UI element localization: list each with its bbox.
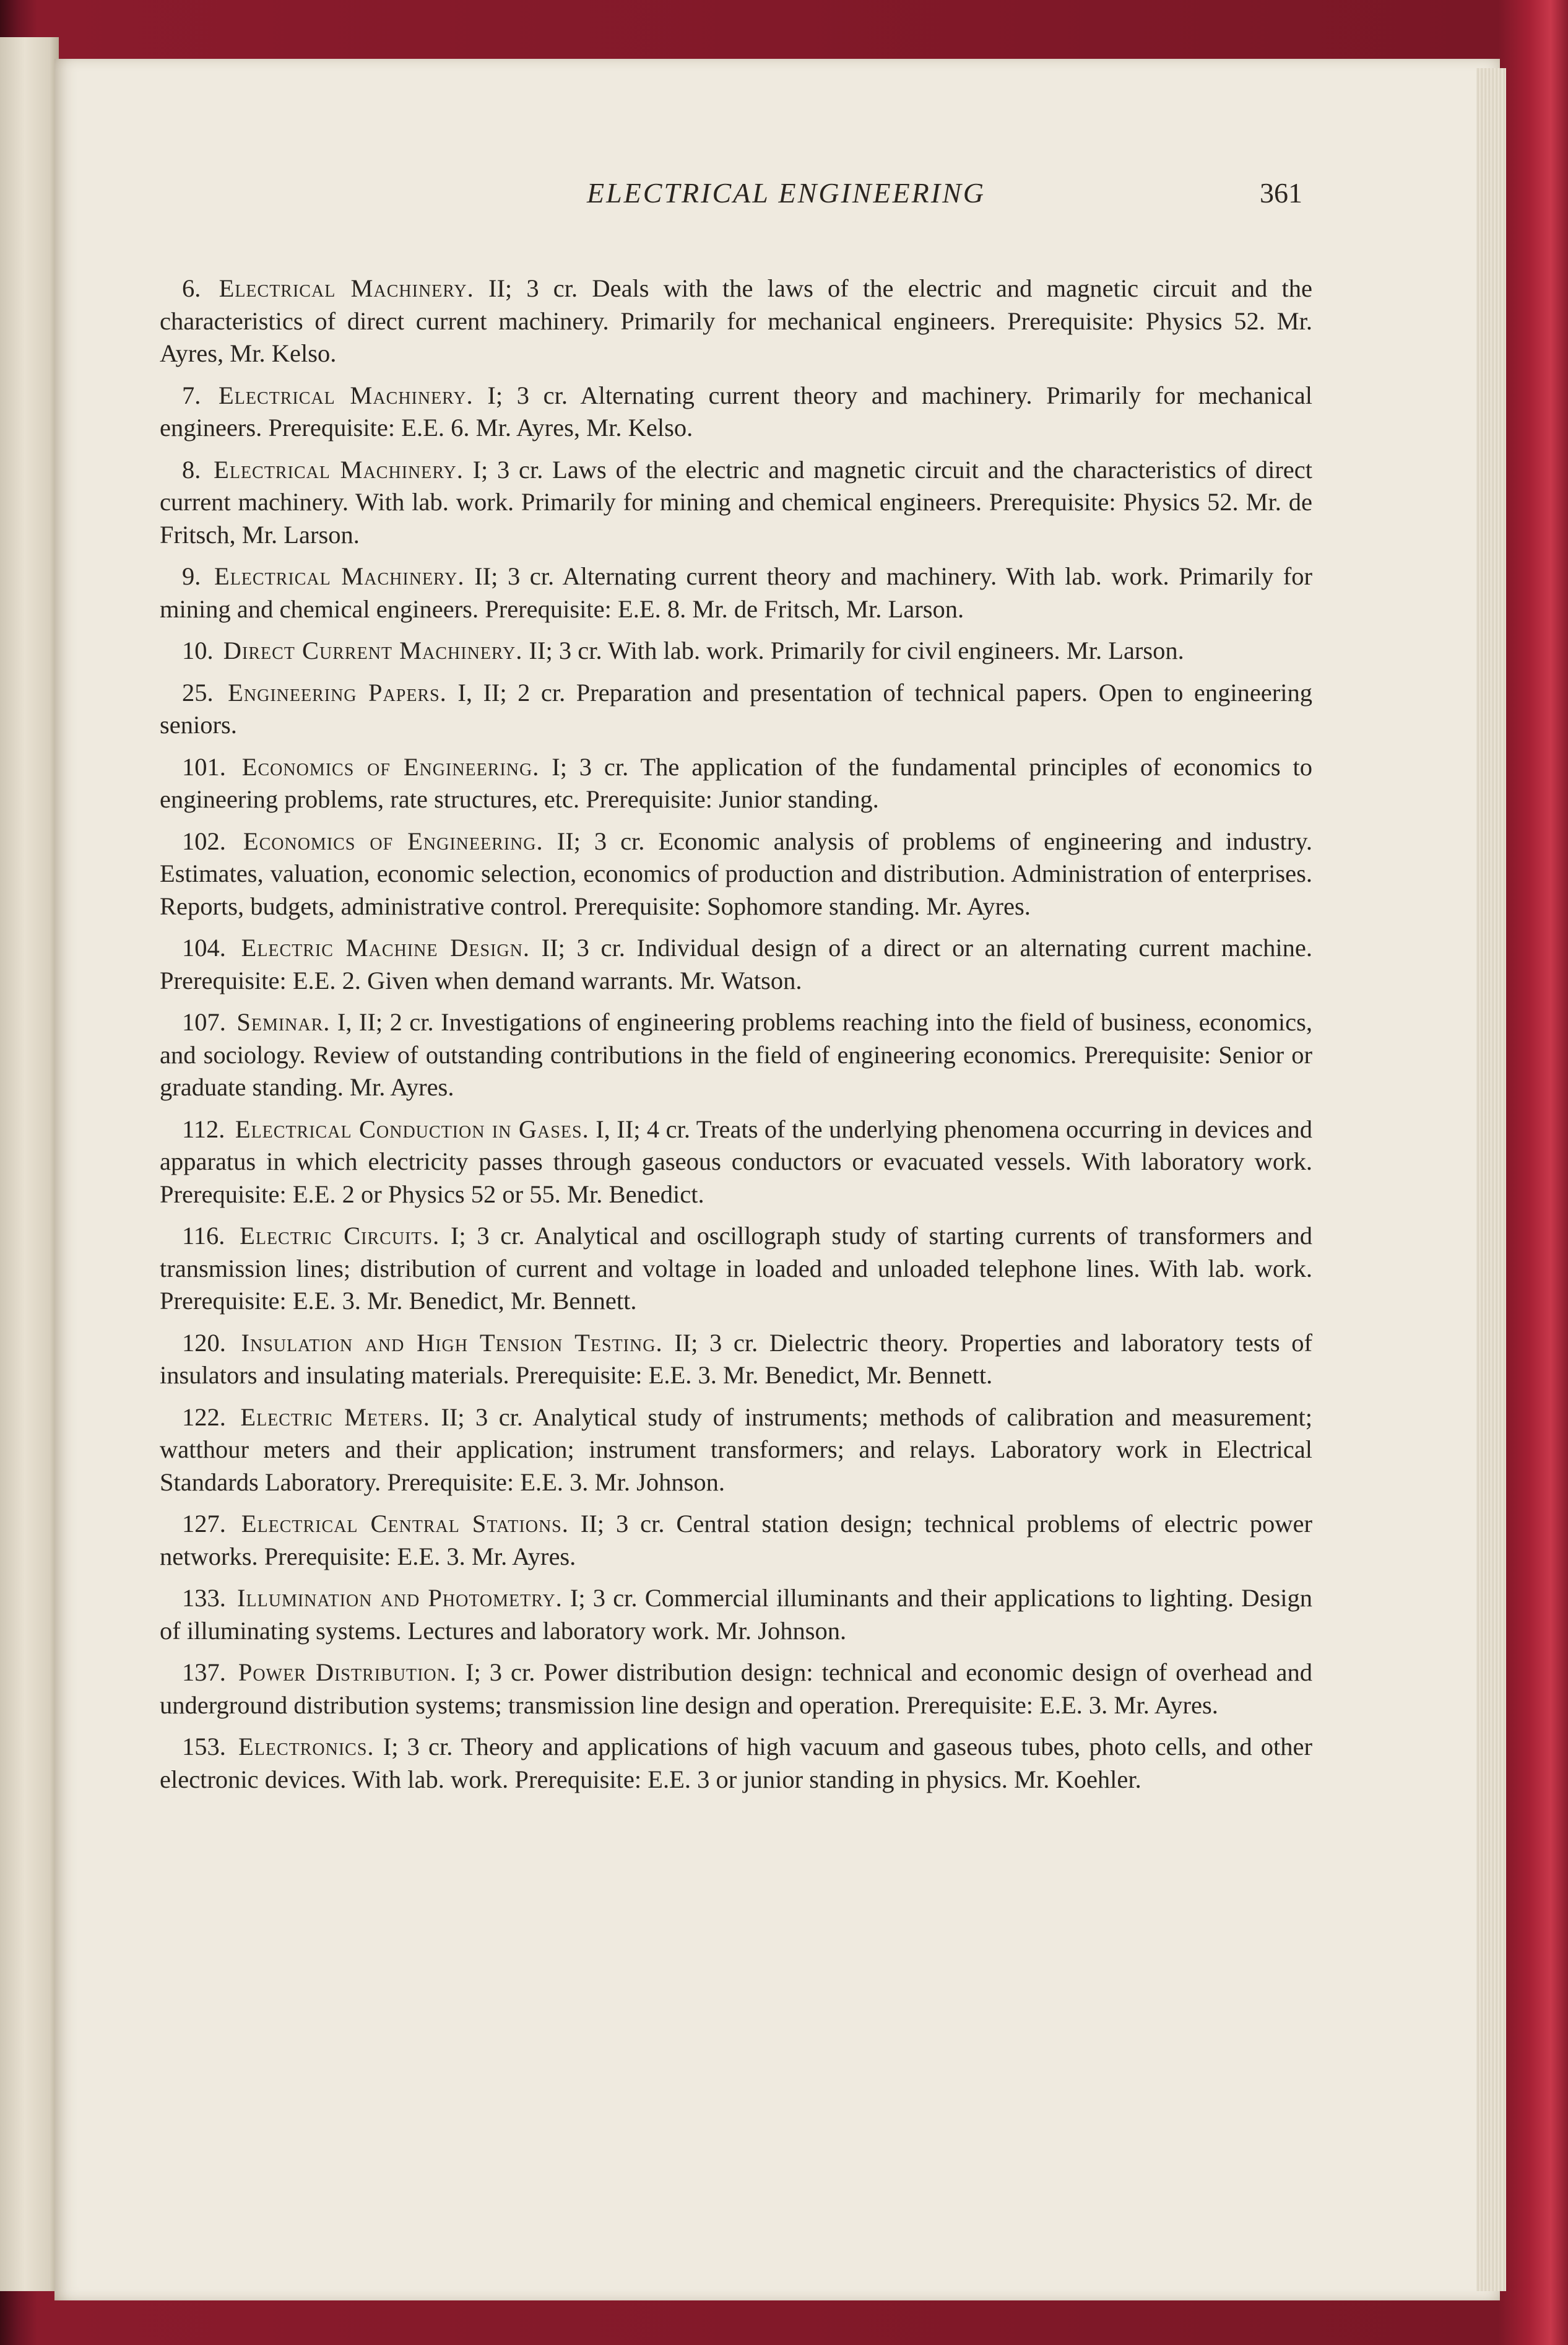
course-entry — [160, 560, 1312, 625]
course-number: 120. — [182, 1328, 226, 1357]
course-description: I; 3 cr. Power distribution design: technical and economic design of overhead and underground distribution systems; transmission line design and operation. Prerequisite: E.E. 3. Mr. Ayres. — [160, 1658, 1313, 1719]
course-title: Engineering Papers. — [228, 678, 447, 707]
course-number: 8. — [182, 455, 201, 484]
course-description: II; 3 cr. Economic analysis of problems of engineering and industry. Estimates, valuation, economic selection, economics of production and distribution. Administration of enterprises. Reports, budgets, administrative control. Prerequisite: Sophomore standing. Mr. Ayres. — [160, 827, 1313, 920]
course-description: I; 3 cr. Laws of the electric and magnetic circuit and the characteristics of direct current machinery. With lab. work. Primarily for mining and chemical engineers. Prerequisite: Physics 52. Mr. de Fritsch, Mr. Larson. — [160, 455, 1313, 549]
course-number: 133. — [182, 1584, 226, 1612]
page-number: 361 — [1260, 177, 1302, 209]
course-entry — [160, 825, 1312, 923]
course-description: I; 3 cr. The application of the fundamental principles of economics to engineering problems, rate structures, etc. Prerequisite: Junior standing. — [160, 752, 1313, 813]
course-entry — [160, 1401, 1312, 1499]
course-entry — [160, 1113, 1312, 1211]
page-header — [0, 176, 1568, 220]
course-entry — [160, 1656, 1312, 1721]
page-stack-edge — [1476, 68, 1506, 2291]
course-number: 6. — [182, 274, 201, 302]
course-description: II; 3 cr. Dielectric theory. Properties and laboratory tests of insulators and insulating materials. Prerequisite: E.E. 3. Mr. Benedict, Mr. Bennett. — [160, 1328, 1313, 1389]
course-title: Electric Meters. — [240, 1403, 430, 1431]
course-entry — [160, 1220, 1312, 1318]
course-title: Electrical Machinery. — [214, 455, 464, 484]
course-listing — [160, 272, 1312, 1805]
course-entry — [160, 1327, 1312, 1392]
course-description: I; 3 cr. Analytical and oscillograph study of starting currents of transformers and transmission lines; distribution of current and voltage in loaded and unloaded telephone lines. With lab. work. Prerequisite: E.E. 3. Mr. Benedict, Mr. Bennett. — [160, 1222, 1313, 1315]
course-entry — [160, 677, 1312, 742]
course-title: Electrical Conduction in Gases. — [235, 1115, 589, 1143]
course-title: Electrical Machinery. — [214, 562, 465, 590]
course-title: Economics of Engineering. — [241, 752, 540, 781]
course-number: 116. — [182, 1222, 225, 1250]
course-description: II; 3 cr. With lab. work. Primarily for civil engineers. Mr. Larson. — [529, 637, 1184, 664]
course-description: I, II; 2 cr. Preparation and presentation of technical papers. Open to engineering seniors. — [160, 678, 1313, 739]
course-description: I, II; 2 cr. Investigations of engineering problems reaching into the field of business, economics, and sociology. Review of outstanding contributions in the field of engineering economics. Prerequisite: Senior or graduate standing. Mr. Ayres. — [160, 1008, 1313, 1101]
course-title: Electrical Machinery. — [219, 381, 474, 409]
course-description: I; 3 cr. Commercial illuminants and their applications to lighting. Design of illuminating systems. Lectures and laboratory work. Mr. Johnson. — [160, 1584, 1313, 1645]
course-title: Electronics. — [238, 1733, 375, 1760]
course-title: Electrical Machinery. — [219, 274, 474, 302]
course-entry — [160, 272, 1312, 370]
course-number: 153. — [182, 1733, 226, 1760]
course-number: 9. — [182, 562, 201, 590]
course-title: Power Distribution. — [238, 1658, 457, 1686]
course-number: 122. — [182, 1403, 226, 1431]
course-description: II; 3 cr. Individual design of a direct or an alternating current machine. Prerequisite: E.E. 2. Given when demand warrants. Mr. Watson. — [160, 934, 1313, 994]
course-entry — [160, 932, 1312, 997]
course-entry — [160, 635, 1312, 668]
course-description: II; 3 cr. Analytical study of instruments; methods of calibration and measurement; watthour meters and their application; instrument transformers; and relays. Laboratory work in Electrical Standards Laboratory. Prerequisite: E.E. 3. Mr. Johnson. — [160, 1403, 1313, 1496]
course-entry — [160, 1582, 1312, 1647]
course-entry — [160, 1731, 1312, 1796]
course-description: I, II; 4 cr. Treats of the underlying phenomena occurring in devices and apparatus in which electricity passes through gaseous conductors or evacuated vessels. With laboratory work. Prerequisite: E.E. 2 or Physics 52 or 55. Mr. Benedict. — [160, 1115, 1313, 1208]
facing-page-edge — [0, 37, 59, 2291]
course-title: Seminar. — [236, 1008, 331, 1036]
course-number: 107. — [182, 1008, 226, 1036]
course-number: 101. — [182, 752, 226, 781]
course-number: 102. — [182, 827, 226, 855]
course-description: II; 3 cr. Central station design; technical problems of electric power networks. Prerequisite: E.E. 3. Mr. Ayres. — [160, 1510, 1312, 1570]
course-title: Electrical Central Stations. — [241, 1510, 569, 1538]
course-entry — [160, 751, 1312, 816]
course-title: Economics of Engineering. — [243, 827, 544, 855]
course-number: 127. — [182, 1510, 226, 1538]
course-title: Insulation and High Tension Testing. — [241, 1328, 663, 1357]
course-description: I; 3 cr. Alternating current theory and machinery. Primarily for mechanical engineers. Prerequisite: E.E. 6. Mr. Ayres, Mr. Kelso. — [160, 381, 1313, 442]
course-entry — [160, 1006, 1312, 1104]
course-title: Direct Current Machinery. — [223, 637, 523, 664]
course-entry — [160, 380, 1312, 445]
course-title: Electric Circuits. — [240, 1222, 440, 1250]
course-title: Electric Machine Design. — [241, 934, 530, 962]
running-title: ELECTRICAL ENGINEERING — [586, 177, 985, 209]
course-entry — [160, 1508, 1312, 1573]
course-title: Illumination and Photometry. — [237, 1584, 563, 1612]
course-number: 10. — [182, 637, 214, 664]
course-description: II; 3 cr. Deals with the laws of the electric and magnetic circuit and the characteristics of direct current machinery. Primarily for mechanical engineers. Prerequisite: Physics 52. Mr. Ayres, Mr. Kelso. — [160, 274, 1313, 367]
course-entry — [160, 454, 1312, 552]
course-description: II; 3 cr. Alternating current theory and machinery. With lab. work. Primarily for mining and chemical engineers. Prerequisite: E.E. 8. Mr. de Fritsch, Mr. Larson. — [160, 562, 1313, 623]
course-number: 137. — [182, 1658, 226, 1686]
course-number: 7. — [182, 381, 201, 409]
course-number: 112. — [182, 1115, 225, 1143]
course-number: 25. — [182, 678, 214, 707]
course-number: 104. — [182, 934, 226, 962]
course-description: I; 3 cr. Theory and applications of high vacuum and gaseous tubes, photo cells, and other electronic devices. With lab. work. Prerequisite: E.E. 3 or junior standing in physics. Mr. Koehler. — [160, 1733, 1313, 1793]
